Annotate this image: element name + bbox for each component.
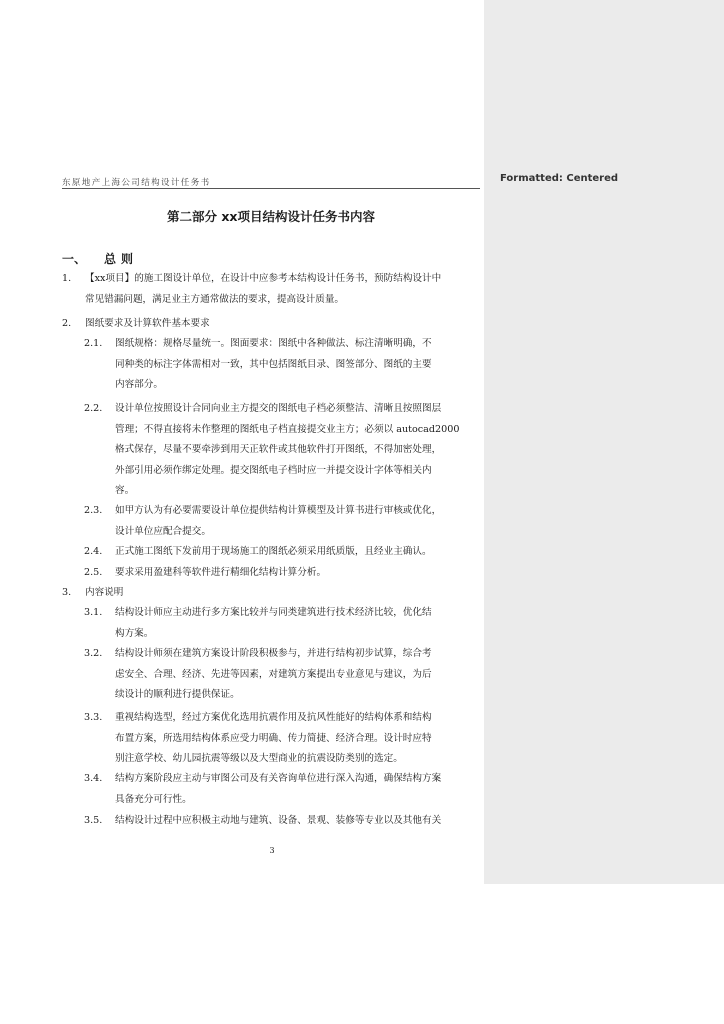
comment-label: Formatted: Centered	[500, 173, 619, 184]
item-number: 3.5.	[84, 815, 103, 826]
paragraph-line: 别注意学校、幼儿园抗震等级以及大型商业的抗震设防类别的选定。	[115, 753, 403, 764]
paragraph-line: 续设计的顺利进行提供保证。	[115, 689, 240, 700]
paragraph-line: 如甲方认为有必要需要设计单位提供结构计算模型及计算书进行审核或优化，	[115, 505, 442, 516]
paragraph-line: 容。	[115, 485, 135, 496]
header-rule	[62, 188, 480, 189]
paragraph-line: 设计单位按照设计合同向业主方提交的图纸电子档必须整洁、清晰且按照图层	[115, 403, 442, 414]
paragraph-line: 要求采用盈建科等软件进行精细化结构计算分析。	[115, 567, 327, 578]
paragraph-line: 结构设计师应主动进行多方案比较并与同类建筑进行技术经济比较，优化结	[115, 607, 432, 618]
item-number: 2.1.	[84, 338, 103, 349]
running-header: 东原地产上海公司结构设计任务书	[62, 178, 211, 188]
item-number: 3.1.	[84, 607, 103, 618]
document-title: 第二部分 xx项目结构设计任务书内容	[167, 209, 375, 224]
paragraph-line: 设计单位应配合提交。	[115, 525, 211, 537]
item-number: 2.5.	[84, 567, 103, 578]
paragraph-line: 图纸规格：规格尽量统一。图面要求：图纸中各种做法、标注清晰明确，不	[115, 338, 432, 349]
paragraph-line: 构方案。	[115, 627, 154, 639]
item-number: 2.4.	[84, 546, 103, 557]
item-number: 3.2.	[84, 648, 103, 659]
paragraph-line: 结构设计师须在建筑方案设计阶段积极参与，并进行结构初步试算，综合考	[115, 648, 432, 659]
section-heading	[62, 250, 138, 267]
item-number: 1.	[62, 273, 72, 284]
comment-pane	[484, 0, 724, 884]
item-number: 3.3.	[84, 712, 103, 723]
paragraph-line: 重视结构选型，经过方案优化选用抗震作用及抗风性能好的结构体系和结构	[115, 712, 432, 723]
paragraph-line: 常见错漏问题，满足业主方通常做法的要求，提高设计质量。	[85, 293, 345, 305]
paragraph-line: 正式施工图纸下发前用于现场施工的图纸必须采用纸质版，且经业主确认。	[115, 546, 432, 557]
paragraph-line: 结构方案阶段应主动与审图公司及有关咨询单位进行深入沟通，确保结构方案	[115, 773, 442, 784]
paragraph-line: 布置方案，所选用结构体系应受力明确、传力简捷、经济合理。设计时应特	[115, 732, 432, 744]
paragraph-line: 结构设计过程中应积极主动地与建筑、设备、景观、装修等专业以及其他有关	[115, 815, 442, 826]
paragraph-line: 【xx项目】的施工图设计单位，在设计中应参考本结构设计任务书，预防结构设计中	[85, 273, 442, 284]
item-number: 2.	[62, 318, 72, 329]
section-number: 一、	[62, 252, 87, 266]
page-number: 3	[269, 846, 275, 855]
paragraph-line: 图纸要求及计算软件基本要求	[85, 318, 210, 329]
paragraph-line: 内容部分。	[115, 379, 163, 390]
paragraph-line: 管理；不得直接将未作整理的图纸电子档直接提交业主方；必须以 autocad2000	[115, 423, 460, 435]
item-number: 3.4.	[84, 773, 103, 784]
paragraph-line: 同种类的标注字体需相对一致，其中包括图纸目录、图签部分、图纸的主要	[115, 358, 432, 370]
paragraph-line: 内容说明	[85, 587, 124, 598]
item-number: 2.2.	[84, 403, 103, 414]
paragraph-line: 虑安全、合理、经济、先进等因素，对建筑方案提出专业意见与建议，为后	[115, 668, 432, 680]
paragraph-line: 具备充分可行性。	[115, 793, 192, 805]
paragraph-line: 格式保存，尽量不要牵涉到用天正软件或其他软件打开图纸，不得加密处理，	[115, 444, 442, 455]
paragraph-line: 外部引用必须作绑定处理。提交图纸电子档时应一并提交设计字体等相关内	[115, 464, 432, 476]
item-number: 3.	[62, 587, 72, 598]
item-number: 2.3.	[84, 505, 103, 516]
section-title: 总则	[104, 252, 139, 266]
